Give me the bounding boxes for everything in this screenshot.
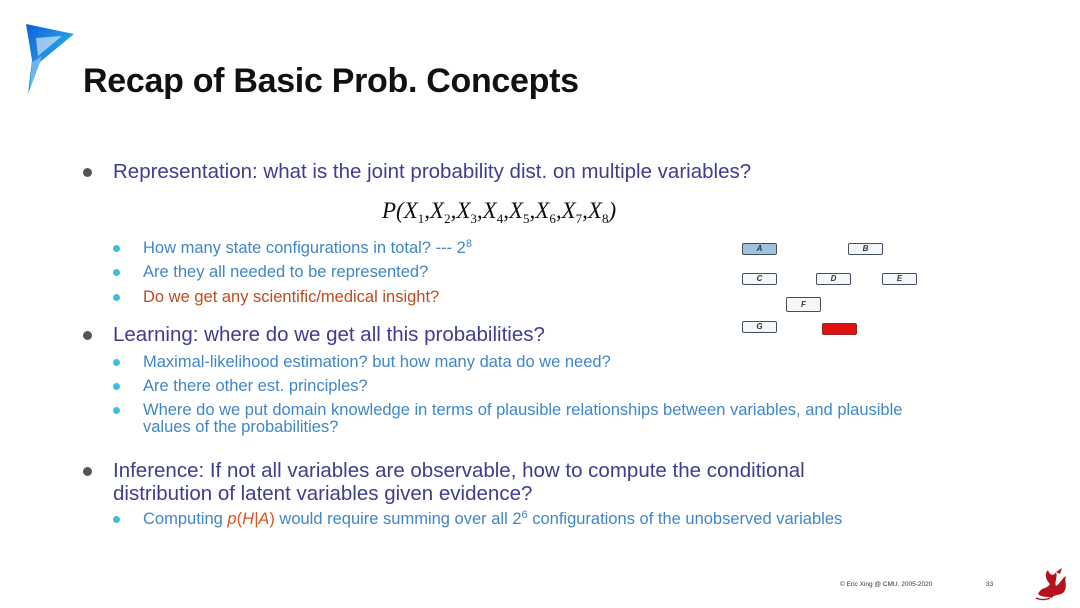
bullet-dot — [113, 407, 120, 414]
formula-var: $X_8$ — [587, 198, 609, 226]
bullet-text: Representation: what is the joint probability dist. on multiple variables? — [113, 160, 752, 183]
bullet-dot — [113, 516, 120, 523]
node-b: B — [848, 243, 883, 255]
bullet-dot — [113, 359, 120, 366]
formula-var: $X_2$ — [430, 198, 451, 226]
sub-bullet-computing: Computing p(H|A) would require summing over all $2^6$ configurations of the unobserved variables — [143, 511, 842, 528]
bullet-representation — [113, 160, 751, 183]
node-d: D — [816, 273, 851, 285]
node-g: G — [742, 321, 777, 333]
node-h: H — [822, 323, 857, 335]
formula-var: $X_3$ — [456, 198, 477, 226]
node-a: A — [742, 243, 777, 255]
bullet-dot — [83, 467, 92, 476]
var-h: H — [242, 510, 254, 528]
bullet-dot — [113, 383, 120, 390]
bullet-learning: Learning: where do we get all this probabilities? — [113, 323, 545, 346]
formula-var: $X_7$ — [561, 198, 583, 226]
node-e: E — [882, 273, 917, 285]
sub-bullet-est-principles: Are there other est. principles? — [143, 378, 368, 395]
var-a: A — [258, 510, 270, 528]
formula-suffix: ) — [608, 198, 617, 223]
formula-var: $X_5$ — [508, 198, 530, 226]
sub-bullet-insight: Do we get any scientific/medical insight? — [143, 289, 439, 306]
joint-probability-formula: $P(X_1,X_2,X_3,X_4,X_5,X_6,X_7,X_8)$ — [382, 198, 617, 226]
formula-var: $X_4$ — [482, 198, 504, 226]
bullet-inference: Inference: If not all variables are observable, how to compute the conditional distribution of latent variables given evidence? — [113, 459, 805, 505]
slide-title: Recap of Basic Prob. Concepts — [83, 62, 579, 100]
sub-bullet-all-needed: Are they all needed to be represented? — [143, 264, 428, 281]
bullet-dot — [83, 168, 92, 177]
formula-var: $X_6$ — [535, 198, 556, 226]
page-number: 33 — [986, 581, 994, 588]
cmu-logo-mark — [22, 22, 76, 96]
node-f: F — [786, 297, 821, 312]
node-c: C — [742, 273, 777, 285]
prob-p: p — [227, 510, 237, 528]
sub-bullet-state-configs: How many state configurations in total? --- $2^8$ — [143, 240, 472, 257]
sub-bullet-domain-knowledge: Where do we put domain knowledge in terms of plausible relationships between variables, and plausible values of the probabilities? — [143, 402, 902, 436]
sub-bullet-mle: Maximal-likelihood estimation? but how many data do we need? — [143, 354, 611, 371]
bullet-dot — [113, 294, 120, 301]
footer-copyright: © Eric Xing @ CMU, 2005-2020 — [840, 581, 933, 588]
bullet-dot — [113, 245, 120, 252]
bullet-dot — [113, 269, 120, 276]
formula-prefix: P( — [382, 198, 404, 223]
bullet-dot — [83, 331, 92, 340]
formula-var: $X_1$ — [403, 198, 425, 226]
dragon-logo-icon — [1032, 564, 1072, 602]
